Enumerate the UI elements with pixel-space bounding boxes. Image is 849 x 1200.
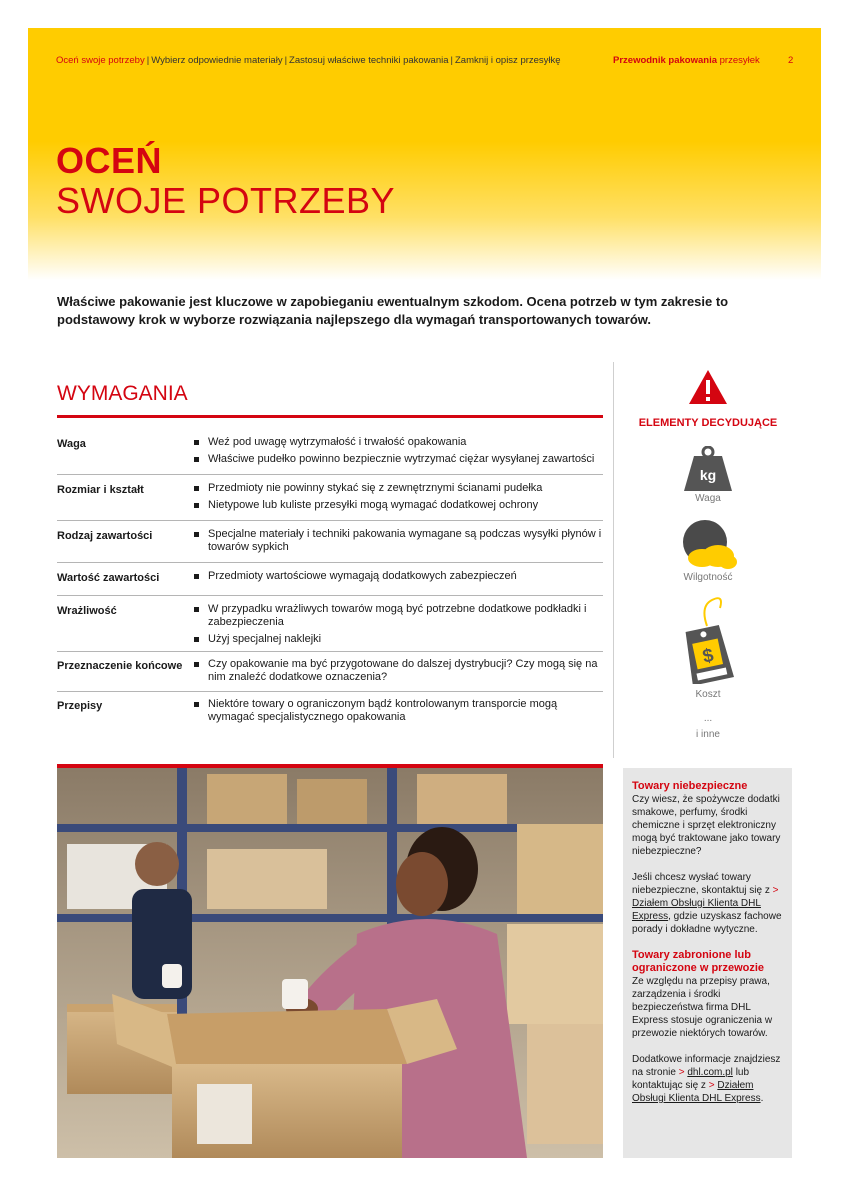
table-row	[57, 652, 603, 692]
list-item: Właściwe pudełko powinno bezpiecznie wytrzymać ciężar wysyłanej zawartości	[194, 453, 603, 466]
nav-step-techniques[interactable]: Zastosuj właściwe techniki pakowania	[289, 55, 449, 66]
list-item: Niektóre towary o ograniczonym bądź kontrolowanym transporcie mogą wymagać specjalistycznego opakowania	[194, 698, 603, 724]
requirements-heading: WYMAGANIA	[57, 382, 188, 405]
price-tag-icon-label: $	[700, 645, 716, 668]
table-row	[57, 563, 603, 596]
list-item: Specjalne materiały i techniki pakowania wymagane są podczas wysyłki płynów i towarów sypkich	[194, 528, 603, 554]
dangerous-goods-heading: Towary niebezpieczne	[632, 780, 748, 792]
guide-title	[613, 55, 760, 66]
list-item: Użyj specjalnej naklejki	[194, 633, 603, 646]
guide-title-bold: Przewodnik pakowania	[613, 55, 717, 66]
factor-label-humidity: Wilgotność	[683, 572, 733, 583]
list-item: Czy opakowanie ma być przygotowane do dalszej dystrybucji? Czy mogą się na nim znaleźć dodatkowe oznaczenia?	[194, 658, 603, 684]
warehouse-photo	[57, 764, 603, 1158]
customer-service-link-2[interactable]: Działem Obsługi Klienta DHL Express	[632, 1080, 761, 1104]
nav-step-materials[interactable]: Wybierz odpowiednie materiały	[151, 55, 283, 66]
row-label: Rodzaj zawartości	[57, 530, 153, 542]
more-mid: lub kontaktując się z	[632, 1067, 750, 1091]
page-title-line1: OCEŃ	[56, 140, 163, 181]
warning-icon	[688, 369, 728, 405]
row-label: Waga	[57, 438, 86, 450]
row-label: Przeznaczenie końcowe	[57, 660, 183, 672]
humidity-icon	[680, 518, 738, 572]
breadcrumb-nav: Oceń swoje potrzeby | Wybierz odpowiednie materiały | Zastosuj właściwe techniki pakowania | Zamknij i opisz przesyłkę	[56, 55, 561, 66]
list-item: Weź pod uwagę wytrzymałość i trwałość opakowania	[194, 436, 603, 449]
price-tag-icon	[680, 596, 734, 684]
customer-service-link[interactable]: Działem Obsługi Klienta DHL Express	[632, 898, 761, 922]
page-title-line2: SWOJE POTRZEBY	[56, 180, 396, 221]
dangerous-goods-contact	[632, 871, 783, 936]
dangerous-goods-box	[623, 768, 792, 1158]
prohibited-goods-heading: Towary zabronione lub ograniczone w przewozie	[632, 949, 765, 974]
guide-title-light: przesyłek	[719, 55, 760, 66]
column-divider	[613, 362, 614, 758]
more-info-text	[632, 1053, 783, 1105]
weight-icon	[682, 446, 734, 492]
table-row	[57, 428, 603, 475]
arrow-icon: >	[678, 1067, 685, 1078]
table-row	[57, 692, 603, 728]
nav-step-assess[interactable]: Oceń swoje potrzeby	[56, 55, 145, 66]
table-row	[57, 521, 603, 563]
contact-suffix: , gdzie uzyskasz fachowe porady i dokładne wytyczne.	[632, 911, 782, 935]
deciding-factors-title: ELEMENTY DECYDUJĄCE	[638, 417, 778, 429]
table-row	[57, 596, 603, 652]
list-item: Nietypowe lub kuliste przesyłki mogą wymagać dodatkowej ochrony	[194, 499, 603, 512]
table-row	[57, 475, 603, 521]
page-number: 2	[788, 55, 794, 66]
list-item: W przypadku wrażliwych towarów mogą być potrzebne dodatkowe podkładki i zabezpieczenia	[194, 603, 603, 629]
requirements-table	[57, 428, 603, 728]
photo-accent-bar	[57, 764, 603, 768]
more-end: .	[760, 1093, 764, 1104]
weight-icon-label: kg	[699, 467, 717, 483]
arrow-icon: >	[708, 1080, 715, 1091]
more-prefix: Dodatkowe informacje znajdziesz na stronie	[632, 1054, 781, 1078]
list-item: Przedmioty wartościowe wymagają dodatkowych zabezpieczeń	[194, 570, 603, 583]
factor-label-weight: Waga	[695, 493, 721, 504]
row-label: Wrażliwość	[57, 605, 117, 617]
dhl-website-link[interactable]: dhl.com.pl	[687, 1067, 733, 1078]
intro-paragraph: Właściwe pakowanie jest kluczowe w zapobieganiu ewentualnym szkodom. Ocena potrzeb w tym zakresie to podstawowy krok w wyborze rozwiązania najlepszego dla wymagań transportowanych towarów.	[57, 294, 729, 327]
row-label: Wartość zawartości	[57, 572, 160, 584]
prohibited-goods-text: Ze względu na przepisy prawa, zarządzenia i środki bezpieczeństwa firma DHL Express stosuje ograniczenia w przewozie niektórych towarów.	[632, 976, 773, 1039]
requirements-rule	[57, 415, 603, 418]
row-label: Przepisy	[57, 700, 103, 712]
factor-label-cost: Koszt	[695, 689, 721, 700]
factor-ellipsis: ...	[703, 713, 713, 724]
warehouse-photo-illustration	[57, 764, 603, 1158]
dangerous-goods-text: Czy wiesz, że spożywcze dodatki smakowe, perfumy, środki chemiczne i sprzęt elektroniczny mogą być traktowane jako towary niebezpieczne?	[632, 794, 781, 857]
list-item: Przedmioty nie powinny stykać się z zewnętrznymi ścianami pudełka	[194, 482, 603, 495]
contact-prefix: Jeśli chcesz wysłać towary niebezpieczne, skontaktuj się z	[632, 872, 770, 896]
factor-label-others: i inne	[696, 729, 720, 740]
arrow-icon: >	[772, 885, 779, 896]
row-label: Rozmiar i kształt	[57, 484, 144, 496]
nav-step-close[interactable]: Zamknij i opisz przesyłkę	[454, 55, 561, 66]
